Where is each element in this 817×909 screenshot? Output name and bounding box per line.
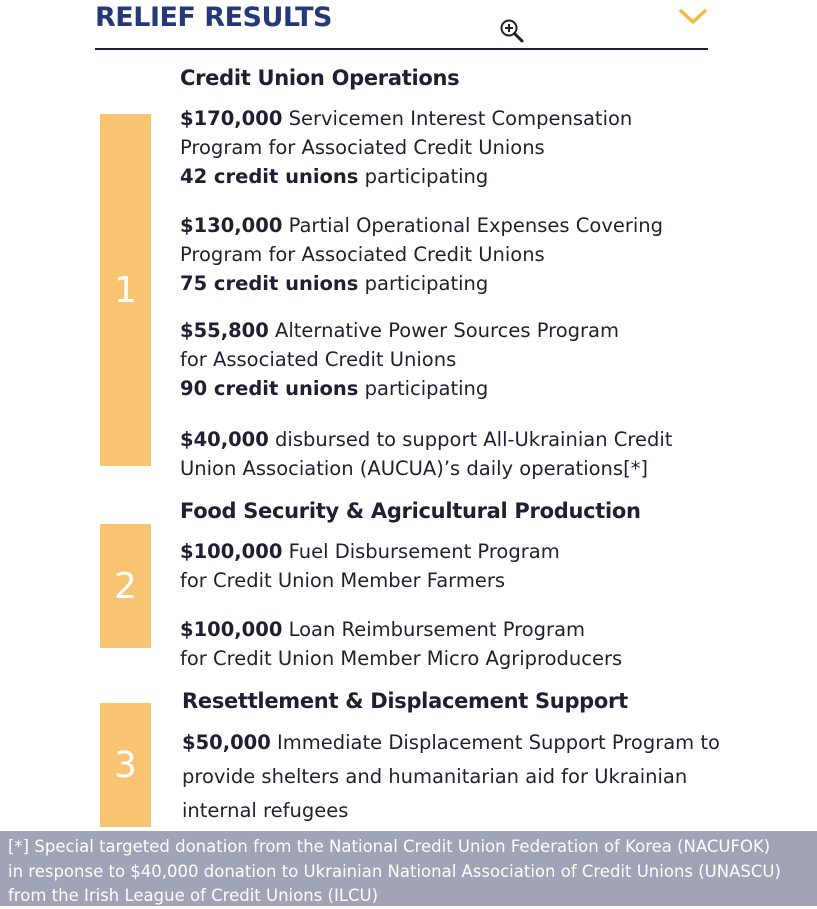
section-title-food-security: Food Security & Agricultural Production — [180, 499, 641, 523]
section-title-resettlement: Resettlement & Displacement Support — [182, 689, 628, 713]
entry-count-suffix: participating — [358, 272, 489, 295]
entry-alternative-power — [180, 316, 619, 403]
entry-amount: $100,000 — [180, 618, 283, 641]
entry-aucua-support — [180, 425, 672, 483]
entry-text: for Credit Union Member Micro Agriproducers — [180, 647, 623, 670]
entry-count: 42 credit unions — [180, 165, 359, 188]
footnote — [0, 831, 817, 906]
section-title-credit-union-operations: Credit Union Operations — [180, 66, 460, 90]
entry-text: internal refugees — [182, 799, 349, 822]
entry-displacement-support — [182, 726, 720, 828]
entry-amount: $40,000 — [180, 428, 269, 451]
entry-text: for Associated Credit Unions — [180, 348, 457, 371]
entry-amount: $130,000 — [180, 214, 283, 237]
entry-count-suffix: participating — [358, 165, 489, 188]
entry-fuel-disbursement — [180, 537, 560, 595]
entry-text: Union Association (AUCUA)’s daily operations[*] — [180, 457, 649, 480]
header — [95, 0, 708, 50]
section-number-1: 1 — [100, 114, 151, 466]
entry-partial-operational — [180, 211, 663, 298]
entry-amount: $100,000 — [180, 540, 283, 563]
entry-text: provide shelters and humanitarian aid for Ukrainian — [182, 765, 688, 788]
entry-text: Program for Associated Credit Unions — [180, 136, 545, 159]
entry-text: Servicemen Interest Compensation — [282, 107, 633, 130]
entry-loan-reimbursement — [180, 615, 622, 673]
entry-text: Loan Reimbursement Program — [282, 618, 586, 641]
entry-count: 90 credit unions — [180, 377, 359, 400]
entry-text: Alternative Power Sources Program — [268, 319, 619, 342]
zoom-in-icon[interactable] — [499, 18, 525, 44]
page-title: RELIEF RESULTS — [95, 2, 332, 33]
entry-text: for Credit Union Member Farmers — [180, 569, 506, 592]
entry-count: 75 credit unions — [180, 272, 359, 295]
entry-text: Program for Associated Credit Unions — [180, 243, 545, 266]
footnote-line: from the Irish League of Credit Unions (ILCU) — [8, 886, 379, 905]
footnote-line: in response to $40,000 donation to Ukrainian National Association of Credit Unions (UNASCU) — [8, 861, 781, 881]
section-number-3: 3 — [100, 703, 151, 827]
section-number-2: 2 — [100, 524, 151, 648]
entry-count-suffix: participating — [358, 377, 489, 400]
entry-amount: $55,800 — [180, 319, 269, 342]
entry-servicemen-interest — [180, 104, 632, 191]
entry-text: Partial Operational Expenses Covering — [282, 214, 664, 237]
entry-text: Fuel Disbursement Program — [282, 540, 560, 563]
entry-text: disbursed to support All-Ukrainian Credit — [268, 428, 673, 451]
entry-amount: $170,000 — [180, 107, 283, 130]
entry-text: Immediate Displacement Support Program to — [270, 731, 720, 754]
entry-amount: $50,000 — [182, 731, 271, 754]
chevron-down-icon[interactable] — [678, 8, 708, 26]
footnote-line: [*] Special targeted donation from the National Credit Union Federation of Korea (NACUFOK) — [8, 837, 771, 856]
